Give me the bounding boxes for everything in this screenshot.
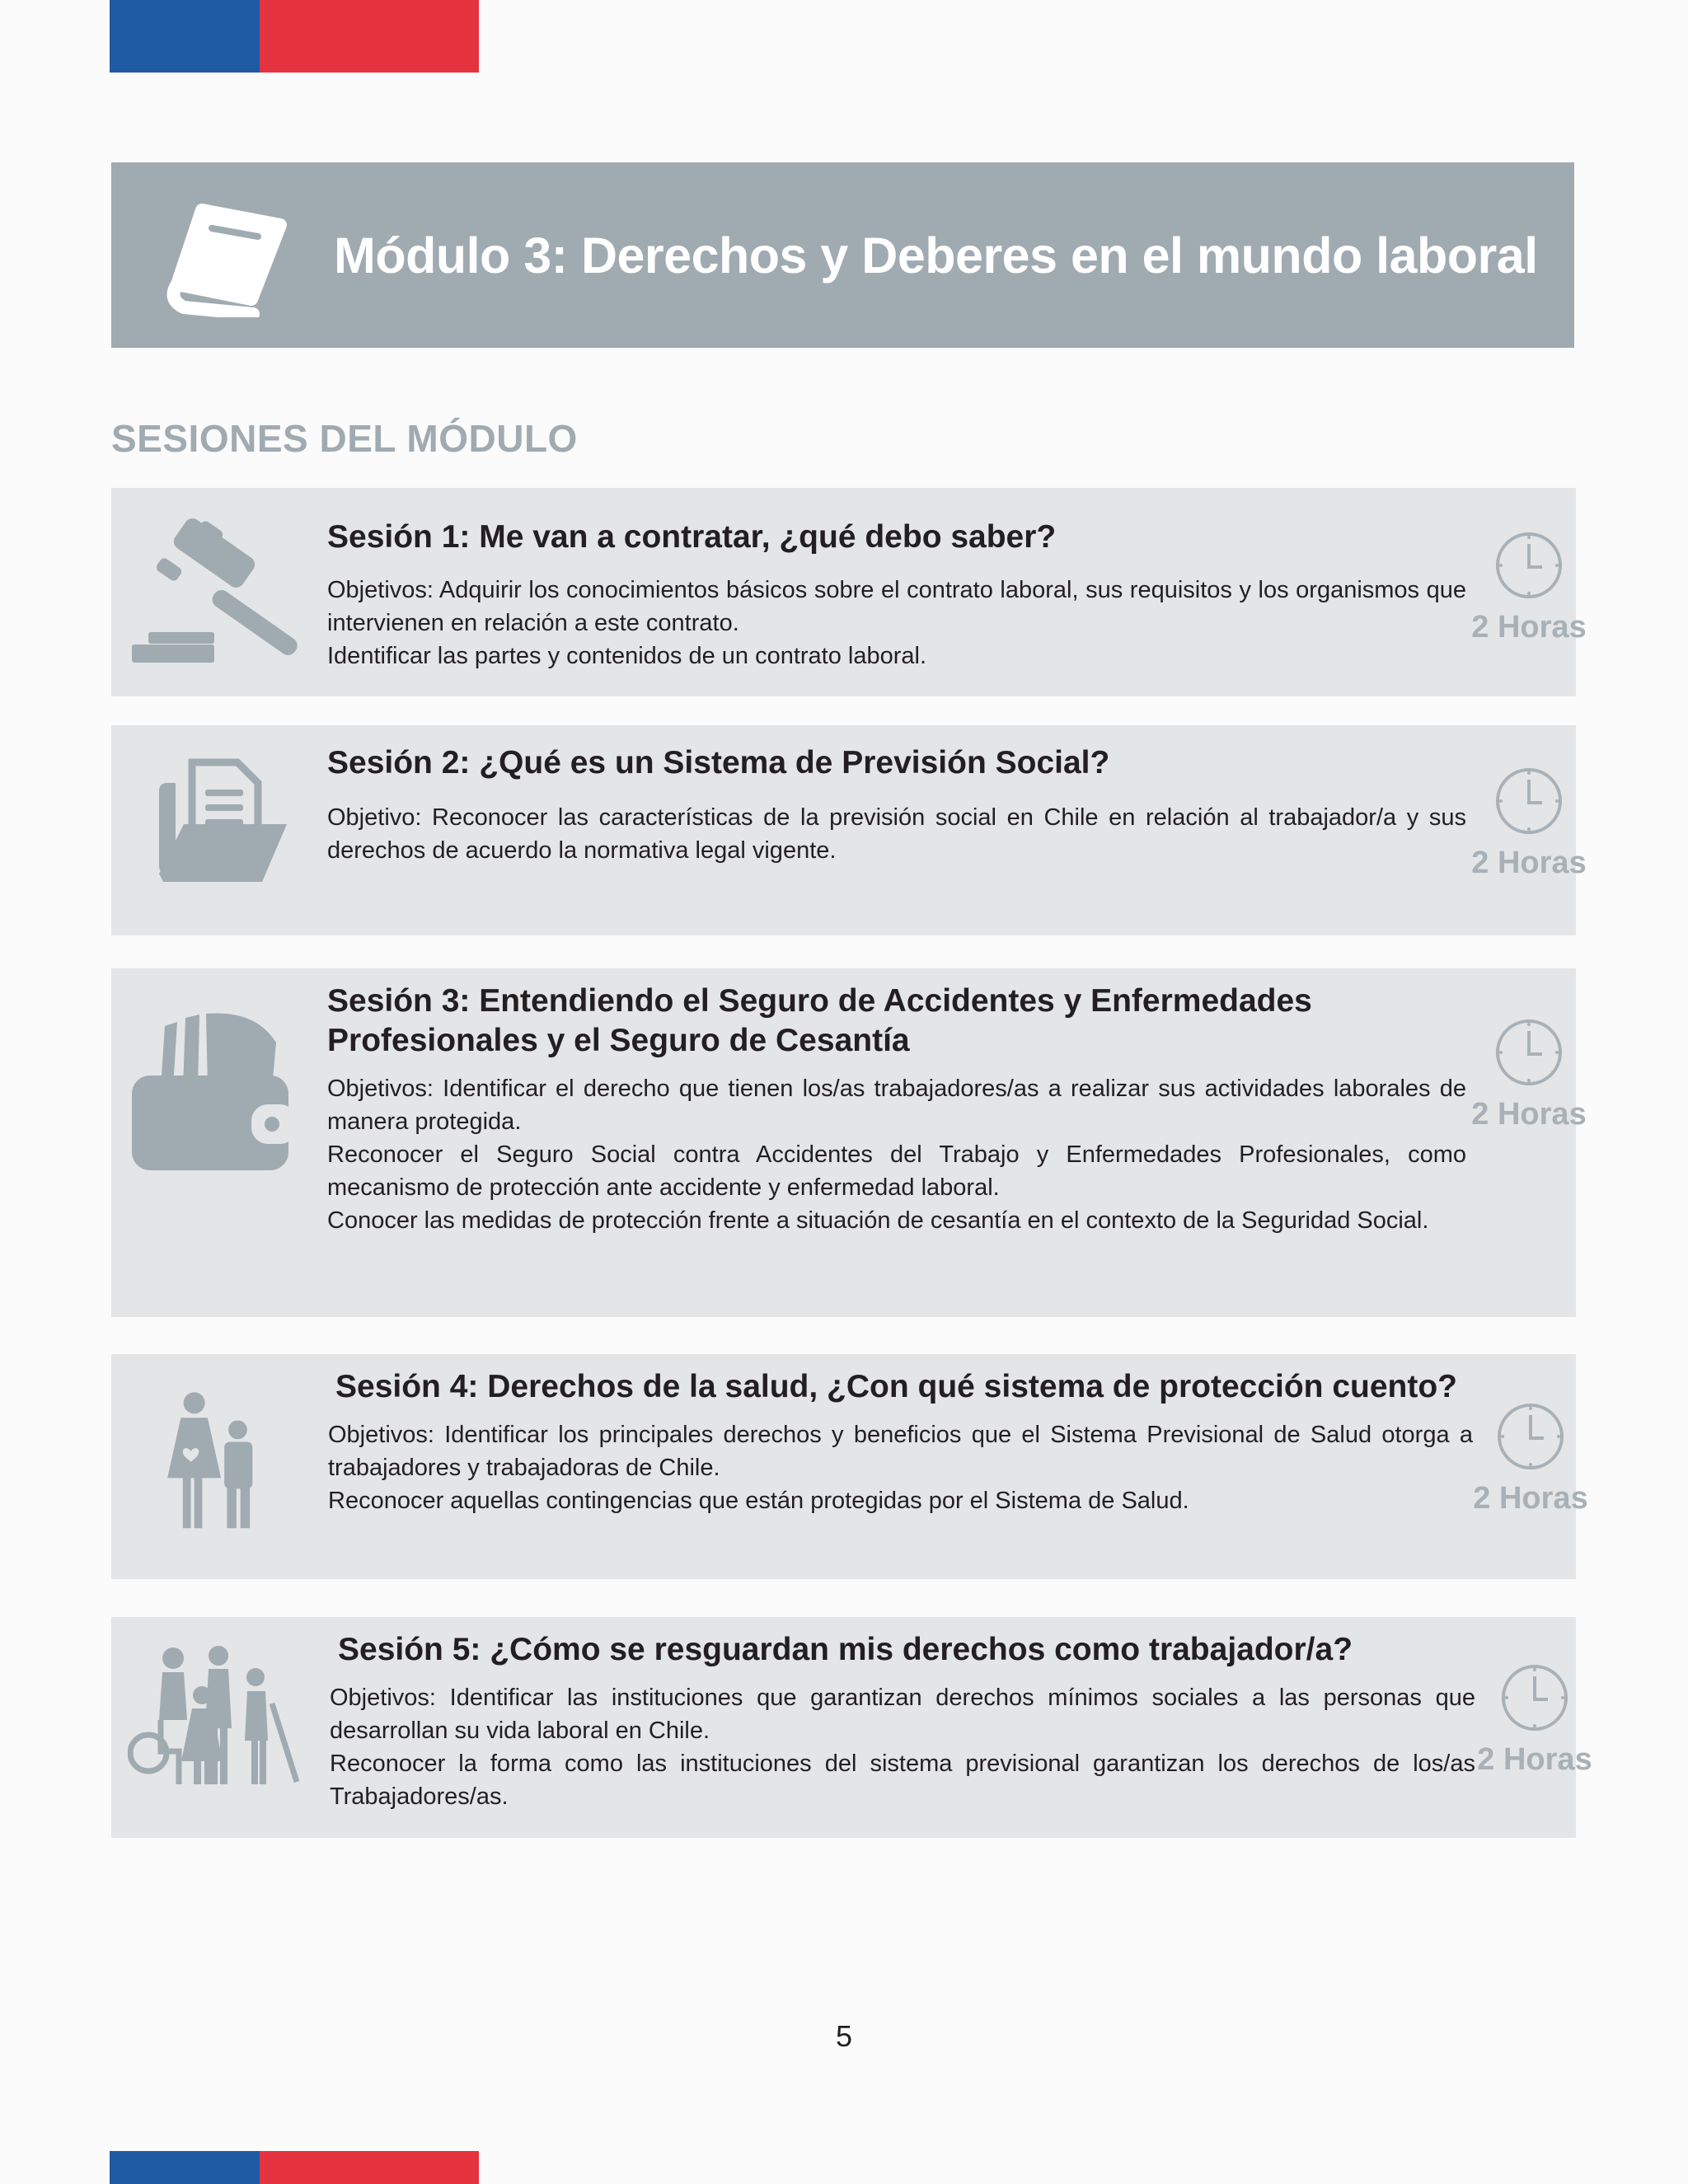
session-title: Sesión 1: Me van a contratar, ¿qué debo saber?: [327, 519, 1057, 555]
duration-label: 2 Horas: [1471, 610, 1587, 644]
wallet-icon: [132, 1010, 297, 1174]
folder-documents-icon: [151, 758, 291, 890]
people-group-icon: [128, 1646, 301, 1786]
clock-icon: [1498, 1661, 1571, 1734]
gavel-icon: [132, 513, 321, 669]
duration-block: [1463, 1016, 1595, 1132]
flag-blue-block: [110, 2151, 260, 2184]
duration-label: 2 Horas: [1471, 846, 1587, 880]
flag-blue-block: [110, 0, 260, 73]
duration-block: [1463, 529, 1595, 645]
flag-red-block: [260, 2151, 479, 2184]
duration-block: [1469, 1661, 1601, 1778]
session-title: Sesión 2: ¿Qué es un Sistema de Previsión Social?: [327, 745, 1110, 780]
duration-block: [1465, 1400, 1597, 1516]
session-title: Sesión 4: Derechos de la salud, ¿Con qué sistema de protección cuento?: [335, 1369, 1457, 1404]
clock-icon: [1493, 1016, 1565, 1089]
duration-block: [1463, 765, 1595, 881]
clock-icon: [1494, 1400, 1567, 1473]
session-objectives: Objetivos: Adquirir los conocimientos básicos sobre el contrato laboral, sus requisitos y los organismos que intervienen en relación a este contrato. Identificar las partes y contenidos de un contrato laboral.: [327, 577, 1466, 669]
session-title: Sesión 3: Entendiendo el Seguro de Accidentes y Enfermedades Profesionales y el Seguro de Cesantía: [327, 983, 1312, 1058]
sessions-heading: SESIONES DEL MÓDULO: [111, 417, 578, 460]
flag-stripe-top: [110, 0, 479, 73]
flag-stripe-bottom: [110, 2151, 479, 2184]
session-objectives: Objetivos: Identificar los principales derechos y beneficios que el Sistema Previsional de Salud otorga a trabajadores y trabajadoras de Chile. Reconocer aquellas contingencias que están protegidas por el Sistema de Salud.: [328, 1422, 1473, 1514]
session-title: Sesión 5: ¿Cómo se resguardan mis derechos como trabajador/a?: [338, 1632, 1353, 1667]
module-banner: [111, 162, 1574, 348]
session-card-4: [111, 1354, 1588, 1579]
session-card-5: [111, 1617, 1592, 1838]
module-title: Módulo 3: Derechos y Deberes en el mundo laboral: [334, 227, 1538, 284]
session-objectives: Objetivo: Reconocer las características de la previsión social en Chile en relación al trabajador/a y sus derechos de acuerdo la normativa legal vigente.: [327, 804, 1466, 864]
duration-label: 2 Horas: [1471, 1097, 1587, 1132]
session-card-3: [111, 968, 1587, 1317]
family-health-icon: [161, 1379, 268, 1544]
clock-icon: [1493, 765, 1565, 837]
session-card-2: [111, 725, 1587, 935]
book-icon: [161, 194, 293, 317]
session-objectives: Objetivos: Identificar el derecho que tienen los/as trabajadores/as a realizar sus actividades laborales de manera protegida. Reconocer el Seguro Social contra Accidentes del Trabajo y Enfermedades Profesionales, como mecanismo de protección ante accidente y enfermedad laboral. Conocer las medidas de protección frente a situación de cesantía en el contexto de la Seguridad Social.: [327, 1076, 1466, 1234]
clock-icon: [1493, 529, 1565, 602]
session-card-1: [111, 488, 1587, 696]
duration-label: 2 Horas: [1473, 1481, 1588, 1516]
session-objectives: Objetivos: Identificar las instituciones que garantizan derechos mínimos sociales a las personas que desarrollan su vida laboral en Chile. Reconocer la forma como las instituciones del sistema previsional garantizan los derechos de los/as Trabajadores/as.: [330, 1685, 1475, 1810]
duration-label: 2 Horas: [1477, 1742, 1592, 1777]
flag-red-block: [260, 0, 479, 73]
page-number: 5: [835, 2019, 853, 2053]
